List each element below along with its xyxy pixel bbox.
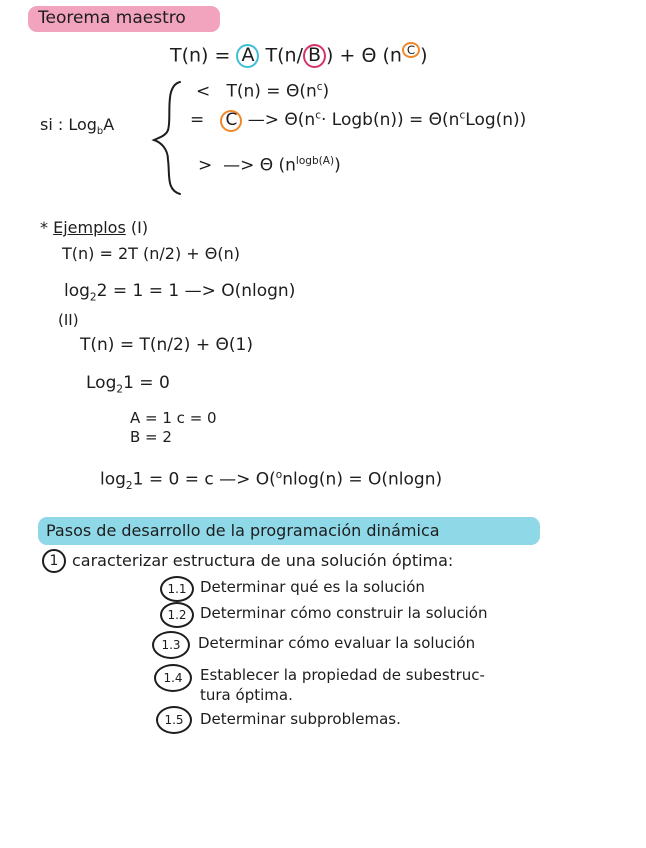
substep-4-number: 1.4 (154, 664, 192, 692)
example2-a-c: A = 1 c = 0 (130, 409, 217, 427)
example2-line2: Log$_2$1 = 0 (86, 373, 170, 396)
page-title: Teorema maestro (38, 8, 186, 28)
example1-line2: $\log_22 = 1 = 1$ —> O(nlogn) (64, 281, 296, 304)
example1-line1: T(n) = 2T (n/2) + Θ(n) (62, 244, 241, 263)
substep-2-number: 1.2 (160, 602, 194, 628)
step1-number: 1 (42, 549, 66, 573)
a-circled: A (236, 44, 259, 68)
formula-end-1: ) + Θ (n (326, 44, 402, 67)
case-equal: = C —> $\Theta(n^c\cdot$ Logb(n)) = $\Theta(n^cLog(n))$ (190, 109, 527, 130)
formula-end-2: ) (420, 44, 428, 67)
steps-title: Pasos de desarrollo de la programación dinámica (46, 521, 440, 540)
substep-1-text: Determinar qué es la solución (200, 578, 425, 596)
substep-3-number: 1.3 (152, 631, 190, 659)
theorem-formula (170, 42, 428, 68)
substep-1-number: 1.1 (160, 576, 194, 602)
substep-3-text: Determinar cómo evaluar la solución (198, 634, 476, 652)
substep-2-text: Determinar cómo construir la solución (200, 604, 488, 622)
example2-label: (II) (58, 311, 79, 329)
c-circled: C (402, 42, 420, 58)
case-less: < $T(n) = \Theta(n^c)$ (196, 81, 330, 102)
step1-text: caracterizar estructura de una solución óptima: (72, 551, 454, 570)
substep-4-text: Establecer la propiedad de subestruc- (200, 666, 485, 684)
c-circled-eq: C (220, 110, 242, 132)
substep-5-text: Determinar subproblemas. (200, 710, 401, 728)
substep-4-continuation: tura óptima. (200, 686, 293, 704)
case-greater: > —> Θ $(n^{logb(A)})$ (198, 155, 341, 176)
formula-prefix: T(n) = (170, 44, 231, 67)
examples-heading: * Ejemplos (I) (40, 218, 149, 237)
example2-b: B = 2 (130, 428, 172, 446)
si-label: si : Log$_b$A (40, 115, 115, 138)
cases-brace (150, 78, 190, 198)
b-circled: B (303, 44, 326, 68)
substep-5-number: 1.5 (156, 706, 192, 734)
formula-middle: T(n/ (265, 44, 303, 67)
example2-line1: T(n) = T(n/2) + Θ(1) (80, 335, 253, 355)
example2-final: $\log_21 = 0 = c$ —> O($^o$nlog(n) = O(nlogn) (100, 469, 443, 493)
